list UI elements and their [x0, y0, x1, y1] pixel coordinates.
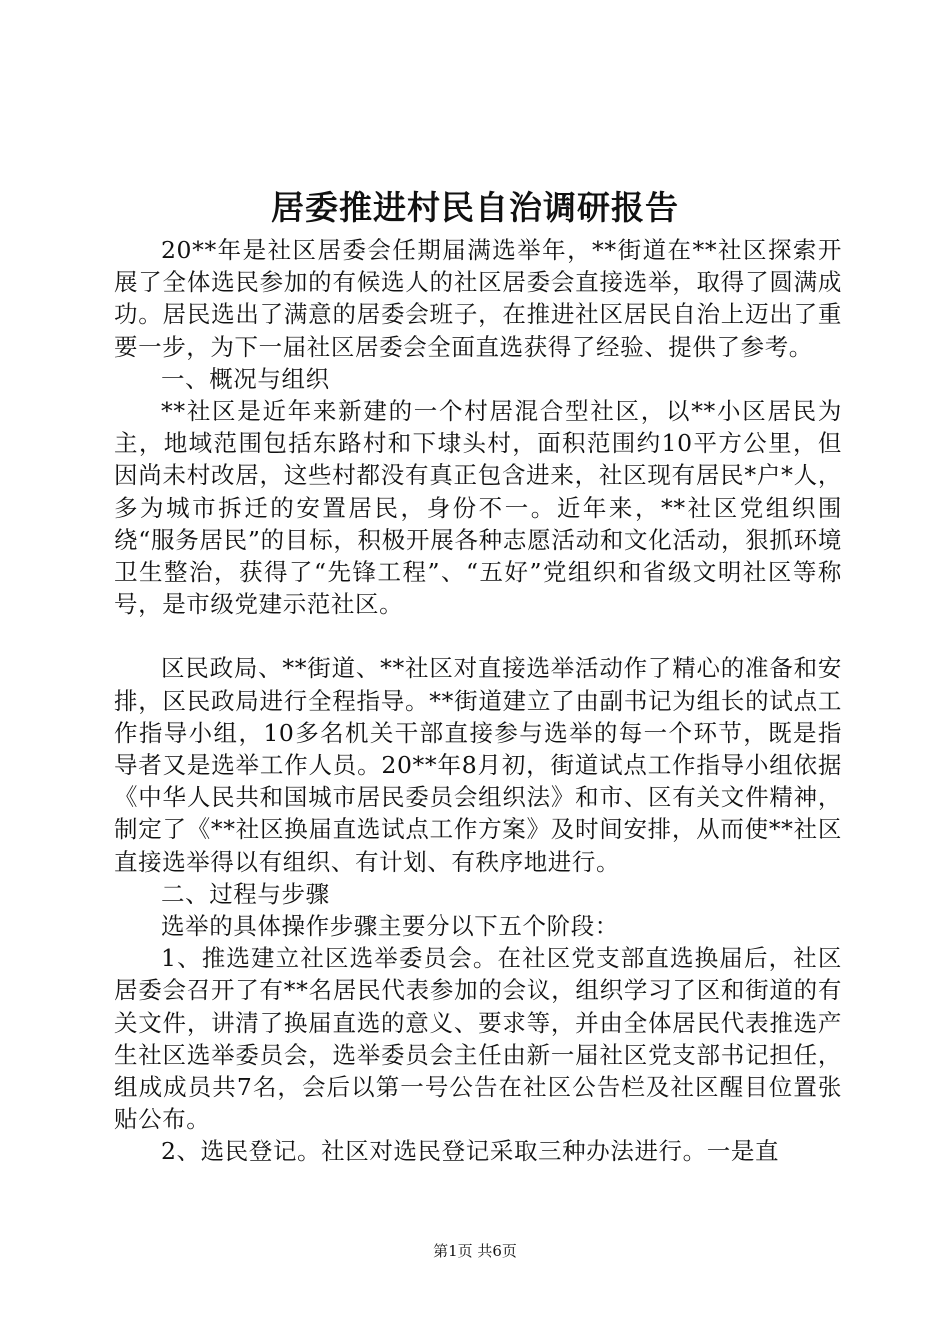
paragraph-stages-intro: 选举的具体操作步骤主要分以下五个阶段：	[161, 912, 619, 941]
paragraph-step-2: 2、选民登记。社区对选民登记采取三种办法进行。一是直	[161, 1137, 780, 1166]
section-heading-overview: 一、概况与组织	[161, 364, 330, 393]
paragraph-step-1: 1、推选建立社区选举委员会。在社区党支部直选换届后，社区居委会召开了有**名居民代表参加的会议，组织学习了区和街道的有关文件，讲清了换届直选的意义、要求等，并由全体居民代表推选产生社区选举委员会，选举委员会主任由新一届社区党支部书记担任，组成成员共7名，会后以第一号公告在社区公告栏及社区醒目位置张贴公布。	[114, 944, 842, 1134]
section-heading-process: 二、过程与步骤	[161, 879, 330, 908]
paragraph-community-overview: **社区是近年来新建的一个村居混合型社区，以**小区居民为主，地域范围包括东路村和下埭头村，面积范围约10平方公里，但因尚未村改居，这些村都没有真正包含进来，社区现有居民*户*人，多为城市拆迁的安置居民，身份不一。近年来，**社区党组织围绕“服务居民”的目标，积极开展各种志愿活动和文化活动，狠抓环境卫生整治，获得了“先锋工程”、“五好”党组织和省级文明社区等称号，是市级党建示范社区。	[114, 397, 842, 619]
paragraph-intro: 20**年是社区居委会任期届满选举年，**街道在**社区探索开展了全体选民参加的有候选人的社区居委会直接选举，取得了圆满成功。居民选出了满意的居委会班子，在推进社区居民自治上迈出了重要一步，为下一届社区居委会全面直选获得了经验、提供了参考。	[114, 236, 842, 361]
page-footer: 第1页 共6页	[433, 1242, 517, 1260]
document-title: 居委推进村民自治调研报告	[271, 188, 679, 227]
document-body	[114, 234, 842, 1168]
paragraph-organization: 区民政局、**街道、**社区对直接选举活动作了精心的准备和安排，区民政局进行全程指导。**街道建立了由副书记为组长的试点工作指导小组，10多名机关干部直接参与选举的每一个环节，既是指导者又是选举工作人员。20**年8月初，街道试点工作指导小组依据《中华人民共和国城市居民委员会组织法》和市、区有关文件精神，制定了《**社区换届直选试点工作方案》及时间安排，从而使**社区直接选举得以有组织、有计划、有秩序地进行。	[114, 654, 842, 876]
